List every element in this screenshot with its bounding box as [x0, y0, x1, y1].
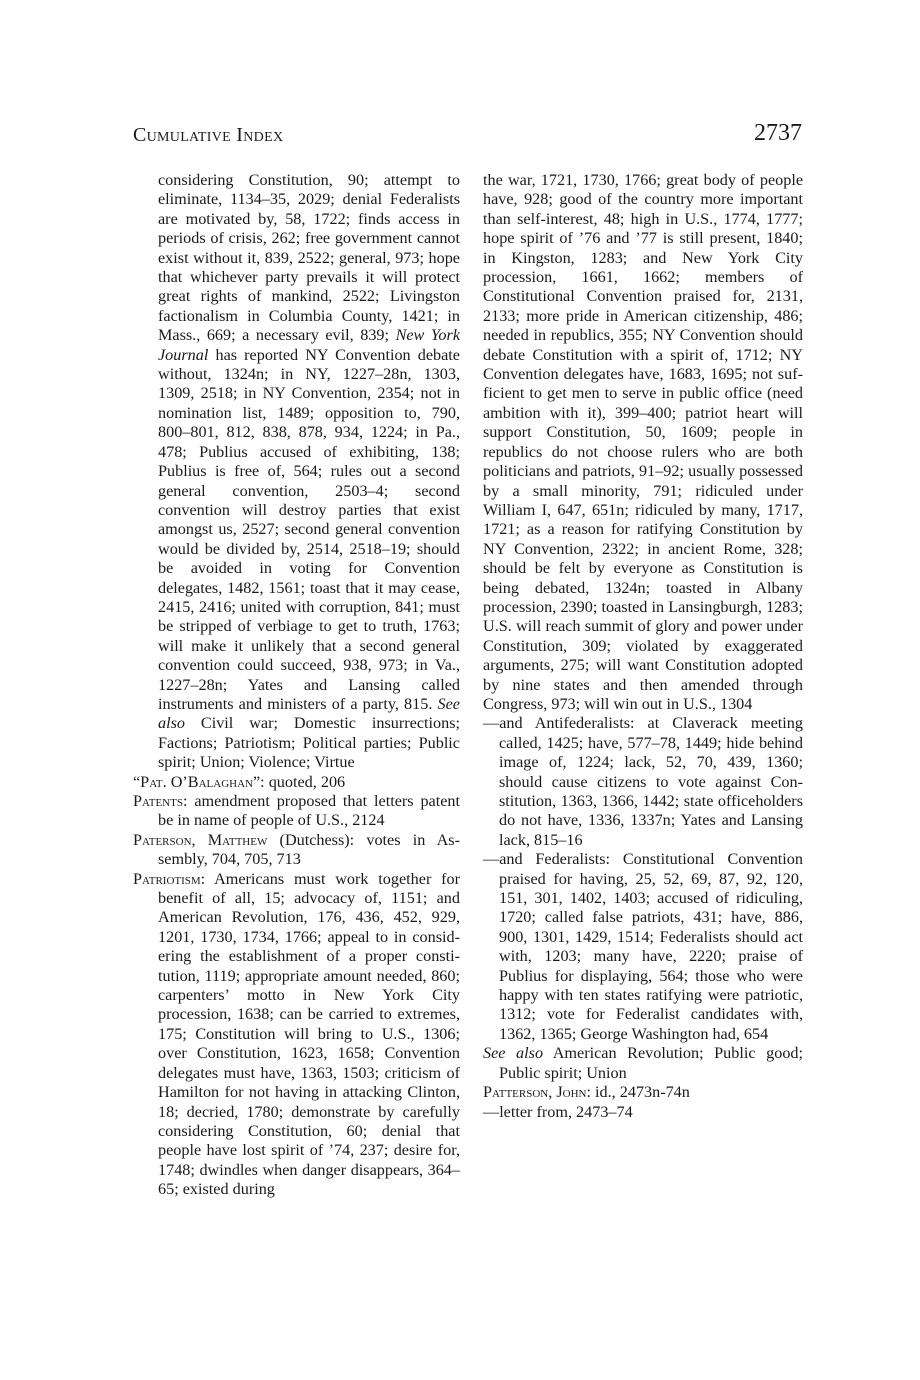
index-subentry-letter-from: —letter from, 2473–74	[483, 1102, 633, 1121]
index-entry-pat-obalaghan: “Pat. O’Balaghan”: quoted, 206	[133, 772, 346, 791]
index-entry-continuation: considering Constitution, 90; attempt to eliminate, 1134–35, 2029; denial Federalists are motivated by, 58, 1722; finds access in periods of crisis, 262; free government cannot exist without it, 839, 2522; general, 973; hope that whichever party prevails it will protect great rights of mankind, 2522; Livingston factionalism in Columbia County, 1421; in Mass., 669; a necessary evil, 839; New York Journal has reported NY Convention debate without, 1324n; in NY, 1227–28n, 1303, 1309, 2518; in NY Convention, 2354; not in nomination list, 1489; opposition to, 790, 800–801, 812, 838, 878, 934, 1224; in Pa., 478; Publius accused of exhibiting, 138; Publius is free of, 564; rules out a second general convention, 2503–4; second convention will destroy parties that exist amongst us, 2527; second general convention would be divided by, 2514, 2518–19; should be avoided in voting for Convention delegates, 1482, 1561; toast that it may cease, 2415, 2416; united with corruption, 841; must be stripped of verbiage to get to truth, 1763; will make it unlikely that a second general convention could succeed, 938, 973; in Va., 1227–28n; Yates and Lansing called instruments and ministers of a party, 815. See also Civil war; Domestic insurrections; Factions; Patriotism; Political parties; Public spirit; Union; Violence; Virtue	[158, 171, 461, 772]
index-entry-patriotism-continued: the war, 1721, 1730, 1766; great body of people have, 928; good of the country more important than self-interest, 48; high in U.S., 1774, 1777; hope spirit of ’76 and ’77 is still present, 1840; in Kingston, 1283; and New York City procession, 1661, 1662; members of Constitutional Convention praised for, 2131, 2133; more pride in American citizenship, 486; needed in republics, 355; NY Convention should debate Constitution with a spirit of, 1712; NY Convention delegates have, 1683, 1695; not sufficient to get men to serve in public office (need ambition with it), 399–400; patriot heart will support Constitution, 50, 1609; people in republics do not choose rulers who are both politicians and patriots, 91–92; usually possessed by a small minority, 791; ridiculed under William I, 647, 651n; ridiculed by many, 1717, 1721; as a reason for ratifying Constitution by NY Convention, 2322; in ancient Rome, 328; should be felt by everyone as Constitution is being debated, 1324n; toasted in Albany procession, 2390; toasted in Lansingburgh, 1283; U.S. will reach summit of glory and power under Constitution, 309; violated by exaggerated arguments, 275; will want Constitution adopted by nine states and then amended through Congress, 973; will win out in U.S., 1304	[483, 171, 803, 713]
index-subentry-antifederalists: —and Antifederalists: at Claverack meeting called, 1425; have, 577–78, 1449; hide behind image of, 1224; lack, 52, 70, 439, 1360; should cause citizens to vote against Constitution, 1363, 1366, 1442; state officeholders do not have, 1336, 1337n; Yates and Lansing lack, 815–16	[483, 714, 803, 849]
running-head-title: Cumulative Index	[133, 124, 284, 146]
running-head	[133, 124, 283, 147]
right-column	[483, 171, 803, 1122]
index-entry-paterson-matthew: Paterson, Matthew (Dutchess): votes in Assembly, 704, 705, 713	[133, 830, 460, 869]
index-entry-patterson-john: Patterson, John: id., 2473n-74n	[483, 1083, 690, 1102]
index-entry-patents: Patents: amendment proposed that letters patent be in name of people of U.S., 2124	[133, 792, 460, 830]
page-number: 2737	[754, 120, 802, 146]
left-column	[133, 171, 460, 1200]
index-subentry-federalists: —and Federalists: Constitutional Convention praised for having, 25, 52, 69, 87, 92, 120, 151, 301, 1402, 1403; accused of ridiculing, 1720; called false patriots, 431; have, 886, 900, 1301, 1429, 1514; Federalists should act with, 1203; many have, 2220; praise of Publius for displaying, 564; those who were happy with ten states ratifying were patriotic, 1312; vote for Federalist candidates with, 1362, 1365; George Washington had, 654	[483, 850, 803, 1043]
index-entry-patriotism: Patriotism: Americans must work together for benefit of all, 15; advocacy of, 1151; and American Revolution, 176, 436, 452, 929, 1201, 1730, 1734, 1766; appeal to in considering the establishment of a proper constitution, 1119; appropriate amount needed, 860; carpenters’ motto in New York City procession, 1638; can be carried to extremes, 175; Constitution will bring to U.S., 1306; over Constitution, 1623, 1658; Convention delegates must have, 1363, 1503; criticism of Hamilton for not having in attacking Clinton, 18; decried, 1780; demonstrate by carefully considering Constitution, 60; denial that people have lost spirit of ’74, 237; desire for, 1748; dwindles when danger disappears, 364–65; existed during	[133, 869, 460, 1199]
index-see-also: See also American Revolution; Public good; Public spirit; Union	[483, 1044, 804, 1082]
